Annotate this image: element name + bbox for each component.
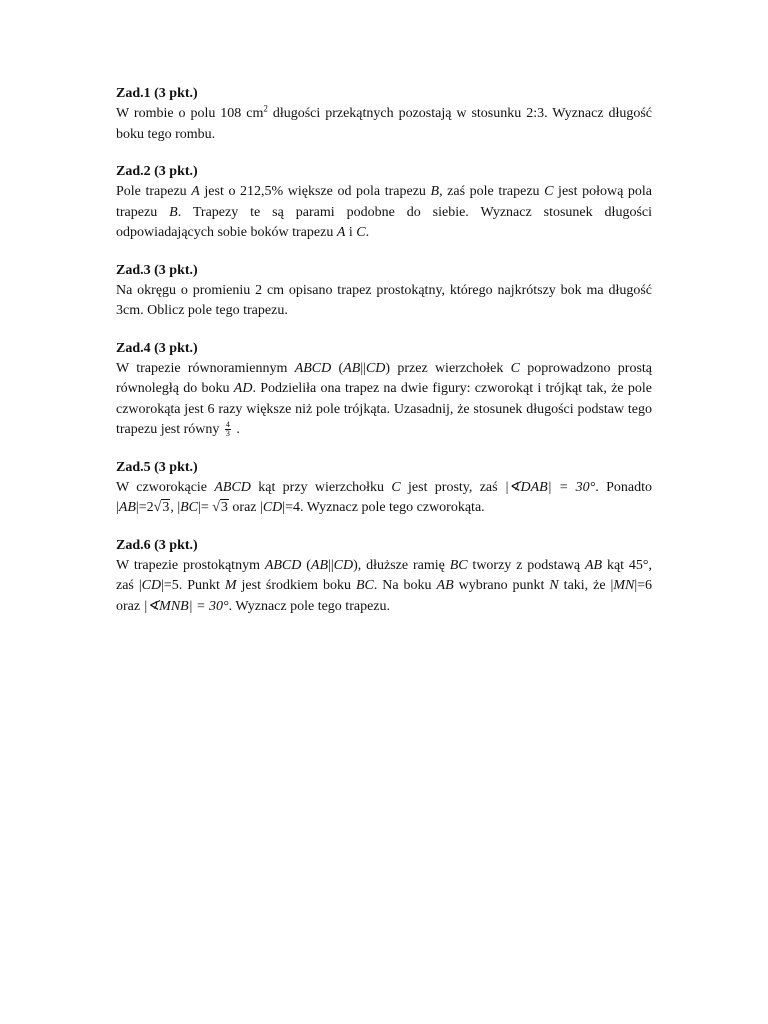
- task-4: [116, 339, 652, 441]
- task-text-line: zaś |CD|=5. Punkt M jest środkiem boku BC. Na boku AB wybrano punkt N taki, że |MN|=6: [116, 578, 653, 593]
- task-title: Zad.6 (3 pkt.): [116, 537, 198, 553]
- task-text-line: odpowiadających sobie boków trapezu A i C.: [116, 225, 370, 240]
- task-text-line: W rombie o polu 108 $cm^2$ długości przekątnych pozostają w stosunku 2:3. Wyznacz długość: [116, 103, 653, 121]
- task-title: Zad.3 (3 pkt.): [116, 262, 198, 278]
- task-text-line: |AB|=2√3, |BC|= √3 oraz |CD|=4. Wyznacz pole tego czworokąta.: [116, 498, 652, 519]
- task-2: [116, 162, 652, 244]
- worksheet: [116, 84, 652, 634]
- task-text-line: czworokąta jest 6 razy większe niż pole trójkąta. Uzasadnij, że stosunek długości podstaw tego: [116, 401, 652, 417]
- sqrt-expression: √3: [212, 500, 228, 515]
- task-text-line: równoległą do boku AD. Podzieliła ona trapez na dwie figury: czworokąt i trójkąt tak, że pole: [116, 381, 652, 396]
- task-text-line: W trapezie równoramiennym ABCD (AB||CD) przez wierzchołek C poprowadzono prostą: [116, 360, 653, 376]
- task-text-line: Pole trapezu A jest o 212,5% większe od pola trapezu B, zaś pole trapezu C jest połową pola: [116, 184, 652, 199]
- task-text-line: Na okręgu o promieniu 2 cm opisano trapez prostokątny, którego najkrótszy bok ma długość: [116, 282, 652, 298]
- task-text-line: trapezu jest równy $\frac{4}{3}$ .: [116, 420, 240, 439]
- task-text-line: oraz |∢MNB| = 30°. Wyznacz pole tego trapezu.: [116, 598, 391, 614]
- task-text-line: 3cm. Oblicz pole tego trapezu.: [116, 303, 288, 318]
- task-title: Zad.5 (3 pkt.): [116, 459, 198, 475]
- angle-expression: |∢MNB| = 30°: [143, 598, 229, 614]
- task-1: [116, 84, 652, 145]
- task-text-line: W trapezie prostokątnym ABCD (AB||CD), dłuższe ramię BC tworzy z podstawą AB kąt 45°,: [116, 557, 653, 573]
- task-3: [116, 261, 652, 322]
- angle-expression: |∢DAB| = 30°: [504, 479, 596, 495]
- task-title: Zad.2 (3 pkt.): [116, 164, 198, 179]
- task-text-line: trapezu B. Trapezy te są parami podobne do siebie. Wyznacz stosunek długości: [116, 204, 652, 220]
- fraction: $\frac{4}{3}$: [225, 420, 230, 439]
- task-title: Zad.1 (3 pkt.): [116, 86, 198, 101]
- task-6: [116, 536, 652, 618]
- task-text-line: W czworokącie ABCD kąt przy wierzchołku C jest prosty, zaś |∢DAB| = 30°. Ponadto: [116, 479, 652, 495]
- task-text-line: boku tego rombu.: [116, 126, 216, 142]
- sqrt-expression: √3: [153, 500, 170, 515]
- task-5: [116, 458, 652, 519]
- task-title: Zad.4 (3 pkt.): [116, 340, 198, 356]
